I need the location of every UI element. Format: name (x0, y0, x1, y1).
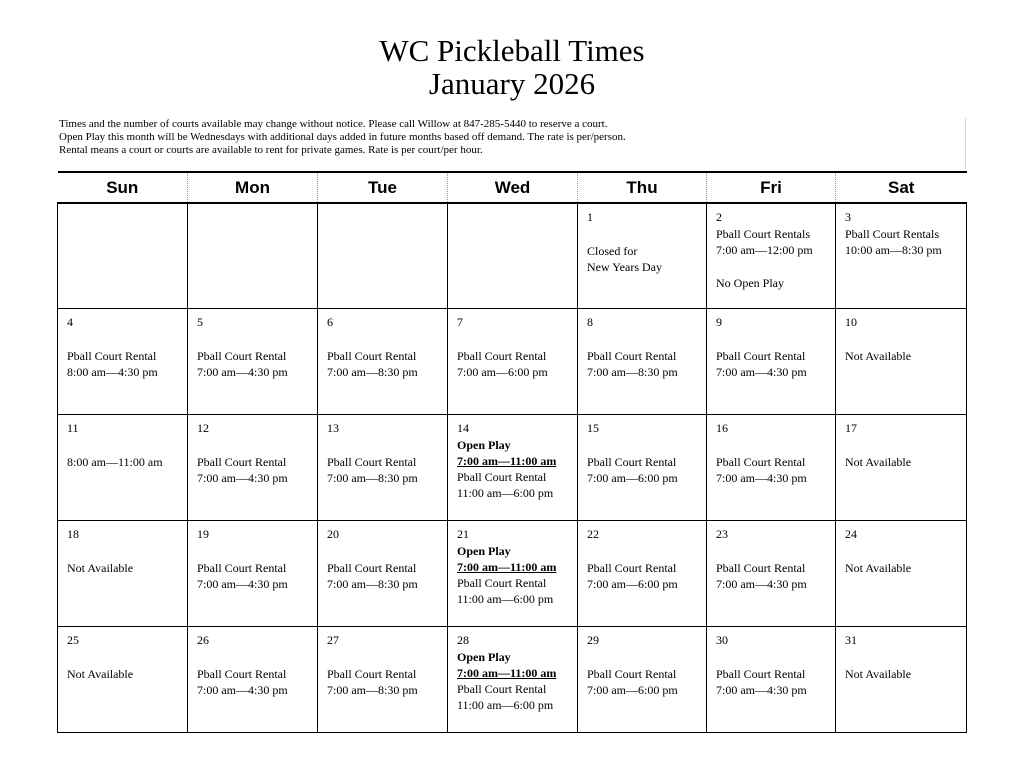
day-number: 11 (67, 421, 79, 435)
schedule-line: 11:00 am—6:00 pm (457, 486, 554, 500)
day-number: 24 (845, 527, 857, 541)
schedule-line: 8:00 am—4:30 pm (67, 365, 158, 379)
day-cell (836, 309, 967, 415)
schedule-line: Open Play (457, 544, 511, 558)
day-cell (707, 309, 836, 415)
schedule-line: New Years Day (587, 260, 662, 274)
calendar-grid (57, 171, 967, 733)
schedule-line: Pball Court Rental (716, 561, 806, 575)
schedule-line: Pball Court Rental (587, 349, 677, 363)
line-spacer (716, 543, 827, 560)
day-cell (707, 203, 836, 309)
schedule-line: Closed for (587, 244, 638, 258)
weekday-header: Tue (318, 172, 448, 203)
schedule-line: Pball Court Rental (327, 349, 417, 363)
day-cell (707, 415, 836, 521)
note-line: Rental means a court or courts are available to rent for private games. Rate is per court/per hour. (59, 144, 483, 156)
line-spacer (845, 543, 958, 560)
line-spacer (716, 258, 827, 275)
day-cell (318, 415, 448, 521)
note-line: Times and the number of courts available may change without notice. Please call Willow at 847-285-5440 to reserve a court. (59, 118, 608, 130)
schedule-line: Pball Court Rental (716, 667, 806, 681)
day-cell (578, 309, 707, 415)
empty-day-cell (448, 203, 578, 309)
schedule-line: Pball Court Rental (716, 349, 806, 363)
day-number: 16 (716, 421, 728, 435)
schedule-line: Pball Court Rental (587, 667, 677, 681)
day-cell (188, 309, 318, 415)
schedule-line: Pball Court Rental (457, 682, 547, 696)
schedule-line: 7:00 am—4:30 pm (716, 365, 807, 379)
line-spacer (67, 543, 179, 560)
schedule-line: 7:00 am—6:00 pm (587, 471, 678, 485)
line-spacer (67, 331, 179, 348)
schedule-line: Pball Court Rental (716, 455, 806, 469)
day-cell (318, 521, 448, 627)
schedule-line: Pball Court Rental (327, 455, 417, 469)
schedule-line: 7:00 am—4:30 pm (716, 471, 807, 485)
week-row (58, 521, 967, 627)
day-number: 29 (587, 633, 599, 647)
line-spacer (587, 649, 698, 666)
weekday-header: Mon (188, 172, 318, 203)
day-number: 19 (197, 527, 209, 541)
schedule-line: Pball Court Rental (197, 455, 287, 469)
week-row (58, 309, 967, 415)
schedule-line: Open Play (457, 650, 511, 664)
title-line-1: WC Pickleball Times (379, 33, 645, 68)
schedule-line: 7:00 am—4:30 pm (716, 577, 807, 591)
day-number: 9 (716, 315, 722, 329)
day-cell (58, 521, 188, 627)
schedule-line: 7:00 am—8:30 pm (327, 577, 418, 591)
line-spacer (587, 331, 698, 348)
schedule-line: Pball Court Rentals (845, 227, 939, 241)
schedule-line: Pball Court Rental (457, 349, 547, 363)
schedule-line: Not Available (845, 667, 912, 681)
day-number: 22 (587, 527, 599, 541)
day-cell (448, 521, 578, 627)
schedule-line: 7:00 am—11:00 am (457, 454, 557, 468)
line-spacer (67, 649, 179, 666)
weekday-header: Fri (707, 172, 836, 203)
line-spacer (845, 649, 958, 666)
schedule-line: Not Available (845, 561, 912, 575)
weekday-header: Thu (578, 172, 707, 203)
day-cell (188, 415, 318, 521)
line-spacer (845, 331, 958, 348)
schedule-line: 11:00 am—6:00 pm (457, 592, 554, 606)
line-spacer (197, 331, 309, 348)
schedule-line: 7:00 am—4:30 pm (197, 471, 288, 485)
schedule-line: 7:00 am—6:00 pm (587, 577, 678, 591)
empty-day-cell (58, 203, 188, 309)
week-row (58, 627, 967, 733)
day-number: 7 (457, 315, 463, 329)
page-title (0, 34, 1024, 100)
day-number: 6 (327, 315, 333, 329)
day-number: 17 (845, 421, 857, 435)
line-spacer (457, 331, 569, 348)
day-cell (578, 627, 707, 733)
day-number: 14 (457, 421, 469, 435)
day-cell (188, 627, 318, 733)
schedule-line: Pball Court Rental (197, 667, 287, 681)
weekday-header: Sat (836, 172, 967, 203)
day-cell (448, 309, 578, 415)
day-number: 3 (845, 210, 851, 224)
schedule-line: 11:00 am—6:00 pm (457, 698, 554, 712)
schedule-line: 7:00 am—8:30 pm (327, 365, 418, 379)
schedule-line: Pball Court Rental (327, 561, 417, 575)
line-spacer (197, 543, 309, 560)
day-number: 2 (716, 210, 722, 224)
day-number: 13 (327, 421, 339, 435)
empty-day-cell (188, 203, 318, 309)
day-cell (578, 521, 707, 627)
line-spacer (327, 649, 439, 666)
day-number: 25 (67, 633, 79, 647)
day-number: 1 (587, 210, 593, 224)
day-cell (448, 415, 578, 521)
schedule-line: 7:00 am—8:30 pm (587, 365, 678, 379)
day-number: 4 (67, 315, 73, 329)
schedule-line: Pball Court Rental (457, 576, 547, 590)
day-number: 21 (457, 527, 469, 541)
schedule-line: 10:00 am—8:30 pm (845, 243, 942, 257)
day-number: 20 (327, 527, 339, 541)
day-cell (448, 627, 578, 733)
schedule-line: 7:00 am—12:00 pm (716, 243, 813, 257)
schedule-line: 7:00 am—4:30 pm (197, 683, 288, 697)
day-cell (836, 627, 967, 733)
title-line-2: January 2026 (428, 66, 596, 101)
day-cell (58, 415, 188, 521)
schedule-line: 7:00 am—4:30 pm (197, 577, 288, 591)
day-number: 12 (197, 421, 209, 435)
day-cell (836, 415, 967, 521)
day-number: 18 (67, 527, 79, 541)
day-number: 23 (716, 527, 728, 541)
schedule-line: Open Play (457, 438, 511, 452)
day-cell (318, 627, 448, 733)
schedule-line: Not Available (67, 667, 134, 681)
day-cell (836, 521, 967, 627)
empty-day-cell (318, 203, 448, 309)
weekday-header: Wed (448, 172, 578, 203)
day-cell (707, 521, 836, 627)
day-cell (58, 627, 188, 733)
day-cell (318, 309, 448, 415)
day-cell (836, 203, 967, 309)
week-row (58, 415, 967, 521)
schedule-line: 7:00 am—4:30 pm (716, 683, 807, 697)
schedule-line: Not Available (845, 349, 912, 363)
schedule-line: Pball Court Rentals (716, 227, 810, 241)
schedule-line: 8:00 am—11:00 am (67, 455, 163, 469)
schedule-line: 7:00 am—11:00 am (457, 560, 557, 574)
schedule-line: Pball Court Rental (197, 349, 287, 363)
line-spacer (716, 437, 827, 454)
schedule-line: Pball Court Rental (587, 561, 677, 575)
day-cell (188, 521, 318, 627)
day-number: 10 (845, 315, 857, 329)
weekday-header: Sun (58, 172, 188, 203)
line-spacer (327, 437, 439, 454)
schedule-line: 7:00 am—8:30 pm (327, 471, 418, 485)
note-line: Open Play this month will be Wednesdays with additional days added in future months based off demand. The rate is per/person. (59, 131, 626, 143)
day-number: 8 (587, 315, 593, 329)
line-spacer (587, 543, 698, 560)
line-spacer (67, 437, 179, 454)
schedule-line: Pball Court Rental (587, 455, 677, 469)
day-number: 27 (327, 633, 339, 647)
notes-box (57, 118, 966, 170)
day-cell (578, 415, 707, 521)
day-number: 15 (587, 421, 599, 435)
schedule-line: 7:00 am—6:00 pm (587, 683, 678, 697)
schedule-line: Pball Court Rental (457, 470, 547, 484)
schedule-line: Pball Court Rental (327, 667, 417, 681)
schedule-line: 7:00 am—11:00 am (457, 666, 557, 680)
week-row (58, 203, 967, 309)
line-spacer (845, 437, 958, 454)
day-number: 30 (716, 633, 728, 647)
day-cell (58, 309, 188, 415)
day-cell (578, 203, 707, 309)
schedule-line: Not Available (845, 455, 912, 469)
day-number: 5 (197, 315, 203, 329)
line-spacer (716, 331, 827, 348)
line-spacer (587, 226, 698, 243)
day-cell (707, 627, 836, 733)
schedule-line: 7:00 am—8:30 pm (327, 683, 418, 697)
line-spacer (716, 649, 827, 666)
schedule-line: Not Available (67, 561, 134, 575)
schedule-line: Pball Court Rental (197, 561, 287, 575)
schedule-line: 7:00 am—4:30 pm (197, 365, 288, 379)
day-number: 31 (845, 633, 857, 647)
weekday-header-row (58, 172, 967, 203)
line-spacer (197, 437, 309, 454)
line-spacer (587, 437, 698, 454)
schedule-line: Pball Court Rental (67, 349, 157, 363)
line-spacer (197, 649, 309, 666)
day-number: 26 (197, 633, 209, 647)
schedule-line: 7:00 am—6:00 pm (457, 365, 548, 379)
line-spacer (327, 331, 439, 348)
line-spacer (327, 543, 439, 560)
day-number: 28 (457, 633, 469, 647)
schedule-line: No Open Play (716, 276, 784, 290)
